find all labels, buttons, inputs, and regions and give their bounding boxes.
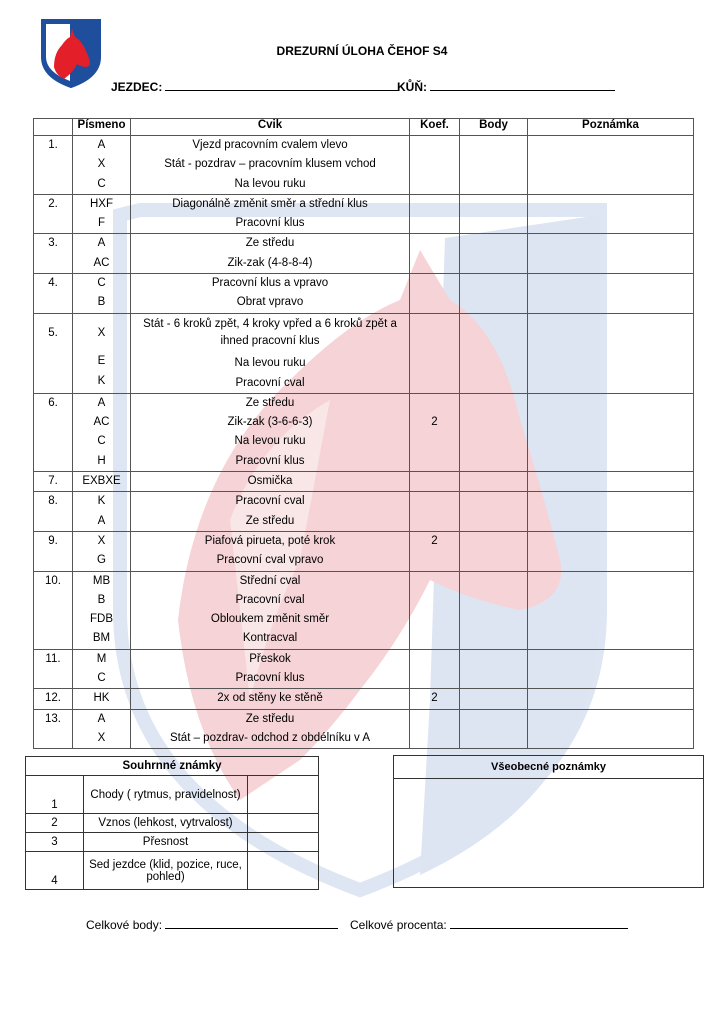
coef-value: 2 <box>431 534 438 547</box>
movement-text: Osmička <box>247 475 293 488</box>
letter-marker: A <box>97 139 106 151</box>
summary-table <box>25 756 319 890</box>
exercise-letters <box>73 531 131 571</box>
exercise-number <box>34 689 73 709</box>
letter-marker: EXBXE <box>82 475 121 488</box>
exercise-number-text: 7. <box>48 475 58 488</box>
exercise-number-text: 4. <box>48 277 58 290</box>
exercise-row <box>34 194 694 234</box>
exercise-number-text: 5. <box>48 326 58 339</box>
letter-marker: K <box>97 374 106 387</box>
exercise-movements <box>131 709 410 749</box>
letter-marker: FDB <box>90 613 113 626</box>
letter-marker: X <box>97 158 106 171</box>
exercise-movements <box>131 571 410 649</box>
movement-text: Obloukem změnit směr <box>210 613 330 626</box>
movement-text: Ze středu <box>245 237 295 250</box>
movement-text: Ze středu <box>245 396 295 409</box>
summary-score-cell[interactable] <box>248 833 319 852</box>
letter-marker: A <box>97 514 106 527</box>
rider-field[interactable] <box>111 79 398 94</box>
col-points-header: Body <box>460 119 528 136</box>
points-cell[interactable] <box>460 492 528 532</box>
exercise-movements <box>131 136 410 195</box>
exercise-letters <box>73 313 131 393</box>
movement-text: Stát - 6 kroků zpět, 4 kroky vpřed a 6 kroků zpět a ihned pracovní klus <box>143 317 397 347</box>
exercise-number <box>34 393 73 471</box>
coef-cell <box>410 313 460 393</box>
movement-text: Diagonálně změnit směr a střední klus <box>172 197 368 210</box>
coef-value <box>410 333 459 352</box>
movement-text: Zik-zak (3-6-6-3) <box>227 416 313 429</box>
col-number-header <box>34 119 73 136</box>
summary-row-number: 3 <box>26 833 84 852</box>
exercise-movements <box>131 531 410 571</box>
points-cell[interactable] <box>460 393 528 471</box>
letter-marker: BM <box>92 632 111 645</box>
exercise-number <box>34 136 73 195</box>
exercise-letters <box>73 393 131 471</box>
exercise-row <box>34 492 694 532</box>
exercise-movements <box>131 234 410 274</box>
note-cell[interactable] <box>528 492 694 532</box>
coef-spacer <box>410 136 459 155</box>
letter-marker: B <box>97 593 106 606</box>
rider-label: JEZDEC: <box>111 80 163 94</box>
points-cell[interactable] <box>460 649 528 689</box>
rider-blank[interactable] <box>165 79 398 91</box>
points-cell[interactable] <box>460 234 528 274</box>
exercise-movements <box>131 472 410 492</box>
exercise-number-text: 10. <box>45 574 61 587</box>
note-cell[interactable] <box>528 571 694 649</box>
movement-text: Stát - pozdrav – pracovním klusem vchod <box>164 158 376 171</box>
exercise-number-text: 9. <box>48 534 58 547</box>
coef-cell <box>410 234 460 274</box>
coef-cell <box>410 689 460 709</box>
movement-text: Přeskok <box>249 652 291 665</box>
note-cell[interactable] <box>528 136 694 195</box>
total-points-blank[interactable] <box>165 917 338 929</box>
col-note-header: Poznámka <box>528 119 694 136</box>
general-notes-box[interactable] <box>393 755 704 888</box>
points-cell[interactable] <box>460 136 528 195</box>
movement-text: Piafová pirueta, poté krok <box>204 534 336 547</box>
letter-marker: M <box>96 652 107 665</box>
movement-text: Na levou ruku <box>234 177 306 190</box>
exercise-number-text: 8. <box>48 495 58 508</box>
exercise-letters <box>73 649 131 689</box>
points-cell[interactable] <box>460 531 528 571</box>
coef-value: 2 <box>431 692 438 705</box>
points-cell[interactable] <box>460 274 528 314</box>
total-points-field[interactable] <box>86 917 338 932</box>
movement-text: Na levou ruku <box>234 357 306 370</box>
total-percent-field[interactable] <box>350 917 628 932</box>
points-cell[interactable] <box>460 313 528 393</box>
points-cell[interactable] <box>460 194 528 234</box>
movement-text: Pracovní cval <box>235 376 305 389</box>
coef-cell <box>410 393 460 471</box>
coef-value <box>410 650 459 669</box>
summary-row-number: 2 <box>26 814 84 833</box>
summary-score-cell[interactable] <box>248 852 319 890</box>
movement-text: Pracovní cval <box>235 593 305 606</box>
col-movement-header: Cvik <box>131 119 410 136</box>
exercise-letters <box>73 472 131 492</box>
letter-marker: A <box>97 237 106 250</box>
letter-marker: X <box>97 534 106 547</box>
summary-row-number: 4 <box>26 852 84 890</box>
movement-text: 2x od stěny ke stěně <box>217 692 323 705</box>
movement-text: Obrat vpravo <box>236 296 304 309</box>
summary-row-label: Chody ( rytmus, pravidelnost) <box>84 776 248 814</box>
letter-marker: A <box>97 712 106 725</box>
summary-row-label: Přesnost <box>84 833 248 852</box>
exercise-letters <box>73 136 131 195</box>
exercise-letters <box>73 492 131 532</box>
coef-cell <box>410 492 460 532</box>
summary-row <box>26 852 319 890</box>
exercise-number-text: 2. <box>48 197 58 210</box>
exercise-number <box>34 234 73 274</box>
summary-row <box>26 833 319 852</box>
exercise-movements <box>131 393 410 471</box>
coef-cell <box>410 531 460 571</box>
coef-value <box>410 591 459 610</box>
exercise-letters <box>73 274 131 314</box>
movement-text: Pracovní cval vpravo <box>216 554 324 567</box>
movement-text: Pracovní klus <box>235 454 305 467</box>
points-cell[interactable] <box>460 472 528 492</box>
total-percent-blank[interactable] <box>450 917 628 929</box>
total-points-label: Celkové body: <box>86 918 163 932</box>
coef-spacer <box>410 572 459 591</box>
movement-text: Pracovní cval <box>235 495 305 508</box>
total-percent-label: Celkové procenta: <box>350 918 447 932</box>
table-header-row <box>34 119 694 136</box>
note-cell[interactable] <box>528 234 694 274</box>
exercise-movements <box>131 274 410 314</box>
letter-marker: F <box>97 217 106 230</box>
exercise-table <box>33 118 694 749</box>
exercise-number <box>34 531 73 571</box>
note-cell[interactable] <box>528 393 694 471</box>
letter-marker: H <box>97 454 106 467</box>
movement-text: Pracovní klus a vpravo <box>211 277 329 290</box>
exercise-movements <box>131 492 410 532</box>
summary-row-label: Sed jezdce (klid, pozice, ruce, pohled) <box>84 852 248 890</box>
points-cell[interactable] <box>460 689 528 709</box>
exercise-movements <box>131 689 410 709</box>
exercise-row <box>34 313 694 393</box>
letter-marker: B <box>97 296 106 309</box>
letter-marker: E <box>97 355 106 368</box>
exercise-number-text: 13. <box>45 712 61 725</box>
coef-value <box>410 155 459 174</box>
note-cell[interactable] <box>528 709 694 749</box>
coef-cell <box>410 649 460 689</box>
coef-cell <box>410 194 460 234</box>
document-title: DREZURNÍ ÚLOHA ČEHOF S4 <box>276 44 448 58</box>
exercise-movements <box>131 649 410 689</box>
note-cell[interactable] <box>528 274 694 314</box>
exercise-number-text: 1. <box>48 139 58 151</box>
exercise-row <box>34 136 694 195</box>
exercise-row <box>34 709 694 749</box>
exercise-letters <box>73 689 131 709</box>
horse-label: KŮŇ: <box>397 80 427 94</box>
letter-marker: X <box>97 326 106 339</box>
exercise-letters <box>73 234 131 274</box>
letter-marker: C <box>97 672 106 685</box>
letter-marker: A <box>97 396 106 409</box>
points-cell[interactable] <box>460 709 528 749</box>
exercise-row <box>34 649 694 689</box>
movement-text: Vjezd pracovním cvalem vlevo <box>192 139 348 151</box>
movement-text: Ze středu <box>245 712 295 725</box>
exercise-row <box>34 689 694 709</box>
coef-value <box>410 472 459 491</box>
coef-value <box>410 234 459 253</box>
exercise-letters <box>73 709 131 749</box>
exercise-letters <box>73 194 131 234</box>
letter-marker: X <box>97 731 106 744</box>
movement-text: Pracovní klus <box>235 217 305 230</box>
coef-cell <box>410 709 460 749</box>
letter-marker: C <box>97 177 106 190</box>
letter-marker: C <box>97 435 106 448</box>
exercise-number <box>34 492 73 532</box>
exercise-movements <box>131 194 410 234</box>
exercise-row <box>34 393 694 471</box>
summary-row-number: 1 <box>26 776 84 814</box>
coef-value <box>410 195 459 214</box>
coef-spacer <box>410 314 459 333</box>
summary-score-cell[interactable] <box>248 776 319 814</box>
summary-title: Souhrnné známky <box>26 757 319 776</box>
coef-cell <box>410 472 460 492</box>
exercise-row <box>34 472 694 492</box>
coef-cell <box>410 274 460 314</box>
col-coef-header: Koef. <box>410 119 460 136</box>
coef-value <box>410 492 459 511</box>
note-cell[interactable] <box>528 313 694 393</box>
movement-text: Zik-zak (4-8-8-4) <box>227 256 313 269</box>
movement-text: Na levou ruku <box>234 435 306 448</box>
exercise-number <box>34 274 73 314</box>
note-cell[interactable] <box>528 472 694 492</box>
note-cell[interactable] <box>528 689 694 709</box>
exercise-number <box>34 194 73 234</box>
note-cell[interactable] <box>528 531 694 571</box>
summary-row-label: Vznos (lehkost, vytrvalost) <box>84 814 248 833</box>
movement-text: Ze středu <box>245 514 295 527</box>
movement-text: Stát – pozdrav- odchod z obdélníku v A <box>169 731 371 744</box>
note-cell[interactable] <box>528 649 694 689</box>
exercise-number <box>34 649 73 689</box>
exercise-number <box>34 571 73 649</box>
points-cell[interactable] <box>460 571 528 649</box>
horse-blank[interactable] <box>430 79 615 91</box>
movement-text: Pracovní klus <box>235 672 305 685</box>
movement-text: Kontracval <box>242 632 298 645</box>
general-notes-title: Všeobecné poznámky <box>394 756 703 779</box>
summary-row <box>26 776 319 814</box>
exercise-movements <box>131 313 410 393</box>
exercise-number <box>34 472 73 492</box>
exercise-number-text: 6. <box>48 396 58 409</box>
letter-marker: C <box>97 277 106 290</box>
exercise-row <box>34 234 694 274</box>
exercise-number <box>34 709 73 749</box>
summary-score-cell[interactable] <box>248 814 319 833</box>
letter-marker: G <box>97 554 106 567</box>
horse-field[interactable] <box>397 79 615 94</box>
coef-spacer <box>410 394 459 413</box>
letter-marker: K <box>97 495 106 508</box>
note-cell[interactable] <box>528 194 694 234</box>
exercise-row <box>34 531 694 571</box>
letter-marker: HK <box>93 692 110 705</box>
col-letter-header: Písmeno <box>73 119 131 136</box>
coef-value <box>410 274 459 293</box>
exercise-letters <box>73 571 131 649</box>
exercise-number-text: 12. <box>45 692 61 705</box>
letter-marker: MB <box>92 574 111 587</box>
exercise-row <box>34 274 694 314</box>
exercise-number-text: 3. <box>48 237 58 250</box>
letter-marker: HXF <box>90 197 113 210</box>
coef-cell <box>410 136 460 195</box>
coef-value: 2 <box>431 416 438 429</box>
letter-marker: AC <box>93 416 110 429</box>
exercise-row <box>34 571 694 649</box>
exercise-number-text: 11. <box>45 652 61 665</box>
exercise-number <box>34 313 73 393</box>
summary-row <box>26 814 319 833</box>
movement-text: Střední cval <box>239 574 301 587</box>
coef-cell <box>410 571 460 649</box>
letter-marker: AC <box>93 256 110 269</box>
coef-value <box>410 710 459 729</box>
